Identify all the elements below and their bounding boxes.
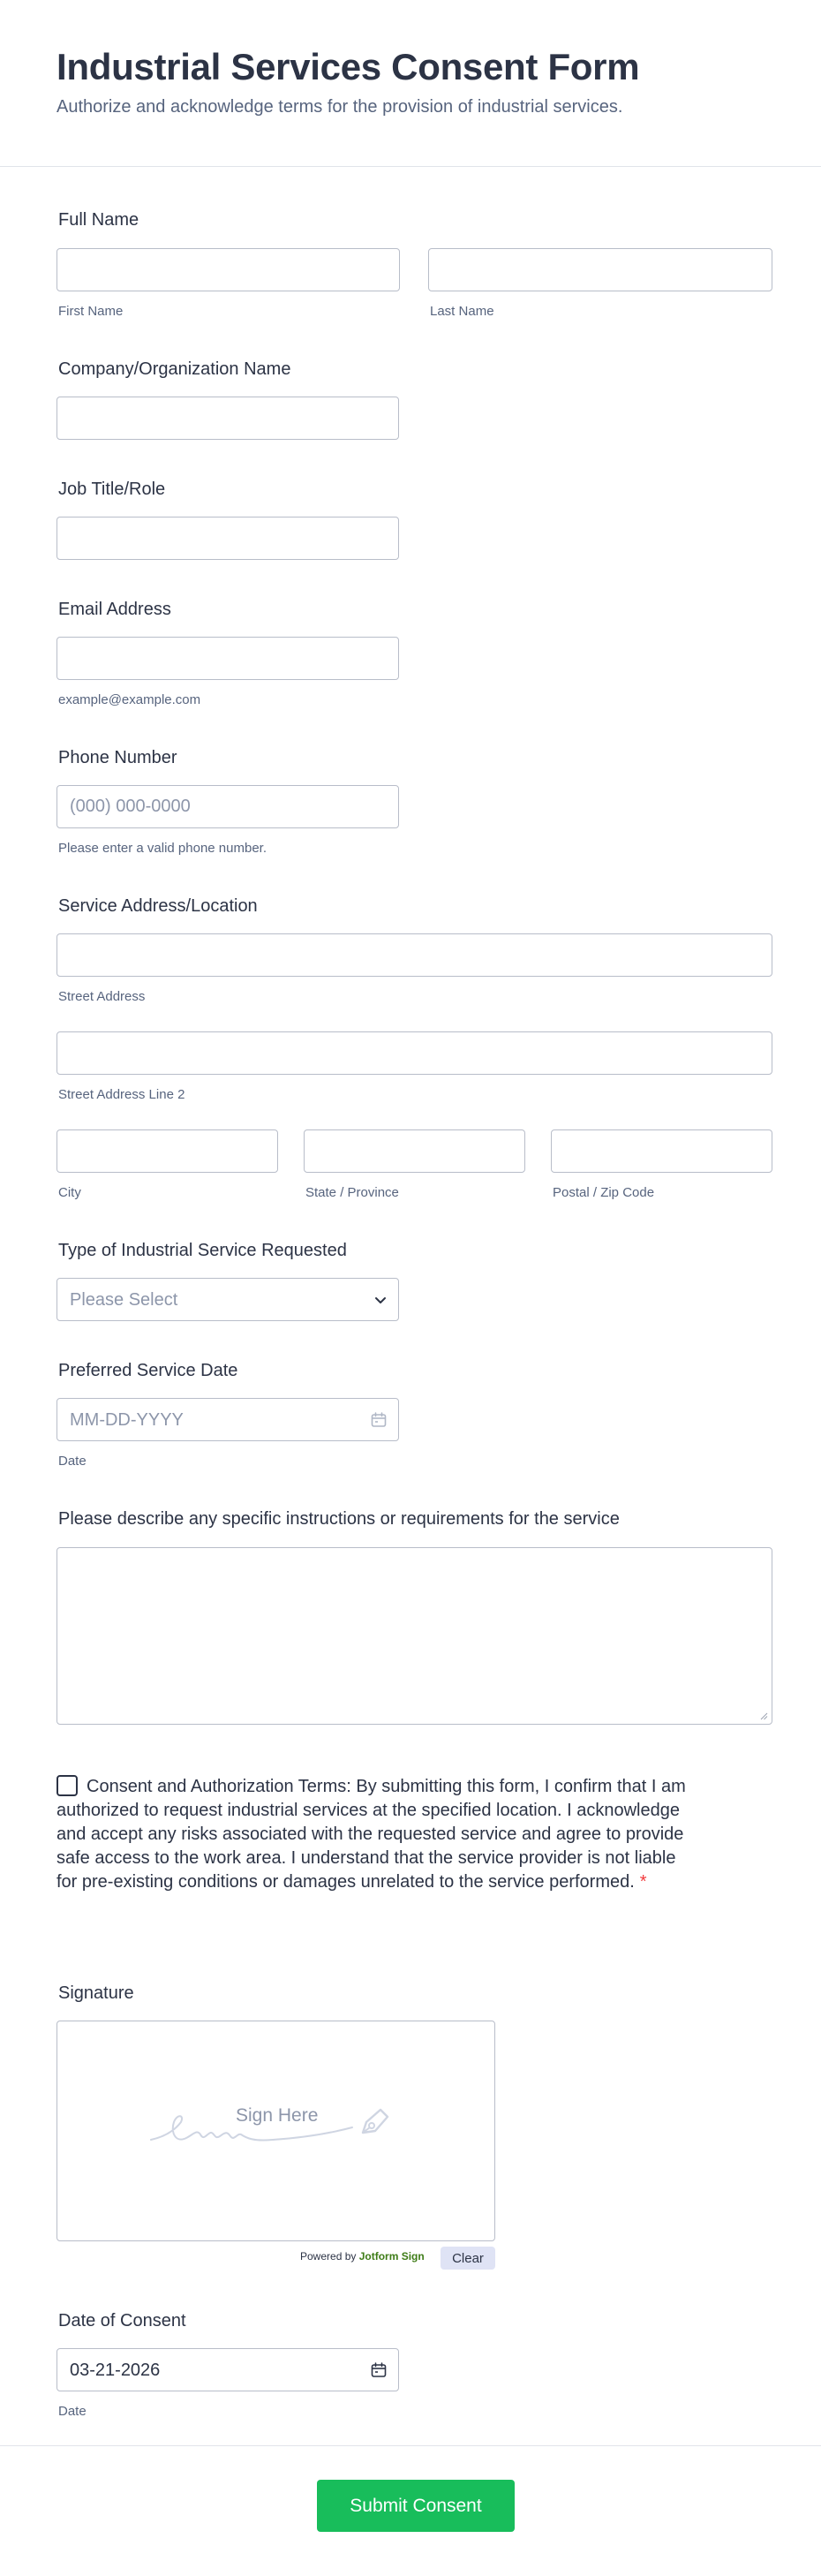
chevron-down-icon [372, 1291, 389, 1309]
full-name-label: Full Name [58, 210, 139, 230]
street-address-sublabel: Street Address [58, 989, 146, 1004]
service-type-label: Type of Industrial Service Requested [58, 1241, 347, 1260]
resize-grip-icon[interactable] [759, 1711, 768, 1720]
email-label: Email Address [58, 600, 171, 619]
calendar-icon[interactable] [370, 1411, 388, 1429]
consent-checkbox[interactable] [56, 1775, 78, 1796]
calendar-icon[interactable] [370, 2361, 388, 2379]
email-sublabel: example@example.com [58, 692, 201, 707]
first-name-sublabel: First Name [58, 304, 124, 319]
phone-label: Phone Number [58, 748, 177, 767]
required-mark: * [639, 1872, 647, 1892]
city-sublabel: City [58, 1185, 81, 1200]
submit-button[interactable]: Submit Consent [317, 2480, 515, 2532]
street-address-line2-input[interactable] [56, 1031, 772, 1075]
zip-sublabel: Postal / Zip Code [553, 1185, 655, 1200]
city-input[interactable] [56, 1129, 278, 1173]
jotform-sign-brand: Jotform Sign [358, 2250, 425, 2262]
instructions-textarea[interactable] [56, 1547, 772, 1725]
phone-input[interactable] [56, 785, 399, 828]
service-type-select[interactable] [56, 1278, 399, 1321]
company-label: Company/Organization Name [58, 359, 291, 379]
consent-text: Consent and Authorization Terms: By submitting this form, I confirm that I am authorized to request industrial services at the specified location. I acknowledge and accept any risks associated with the requested service and agree to provide safe access to the work area. I understand that the service provider is not liable for pre-existing conditions or damages unrelated to the service performed. [56, 1777, 686, 1892]
phone-sublabel: Please enter a valid phone number. [58, 841, 267, 856]
street-address-line2-sublabel: Street Address Line 2 [58, 1087, 185, 1102]
powered-by: Powered by Jotform Sign [300, 2250, 425, 2262]
first-name-input[interactable] [56, 248, 400, 291]
page-subtitle: Authorize and acknowledge terms for the provision of industrial services. [56, 97, 623, 117]
company-input[interactable] [56, 397, 399, 440]
consent-date-value: 03-21-2026 [70, 2361, 161, 2380]
page-title: Industrial Services Consent Form [56, 46, 640, 87]
consent-block [56, 1775, 701, 1894]
instructions-label: Please describe any specific instructions or requirements for the service [58, 1509, 620, 1529]
email-input[interactable] [56, 637, 399, 680]
form-header [0, 0, 821, 167]
service-date-input[interactable] [56, 1398, 399, 1441]
job-title-input[interactable] [56, 517, 399, 560]
service-type-placeholder: Please Select [70, 1290, 178, 1310]
state-sublabel: State / Province [305, 1185, 399, 1200]
sign-here-text: Sign Here [236, 2105, 319, 2126]
pen-icon [354, 2103, 393, 2142]
job-title-label: Job Title/Role [58, 480, 166, 499]
consent-date-label: Date of Consent [58, 2311, 186, 2330]
footer-divider [0, 2445, 821, 2446]
consent-date-sublabel: Date [58, 2404, 87, 2419]
signature-label: Signature [58, 1983, 134, 2003]
service-date-placeholder: MM-DD-YYYY [70, 1410, 184, 1430]
last-name-sublabel: Last Name [430, 304, 494, 319]
address-label: Service Address/Location [58, 896, 258, 916]
zip-input[interactable] [551, 1129, 772, 1173]
consent-date-input[interactable] [56, 2348, 399, 2391]
clear-signature-button[interactable]: Clear [441, 2247, 495, 2270]
street-address-input[interactable] [56, 933, 772, 977]
last-name-input[interactable] [428, 248, 772, 291]
state-input[interactable] [304, 1129, 525, 1173]
service-date-label: Preferred Service Date [58, 1361, 238, 1380]
service-date-sublabel: Date [58, 1454, 87, 1469]
signature-pad[interactable] [56, 2021, 495, 2241]
